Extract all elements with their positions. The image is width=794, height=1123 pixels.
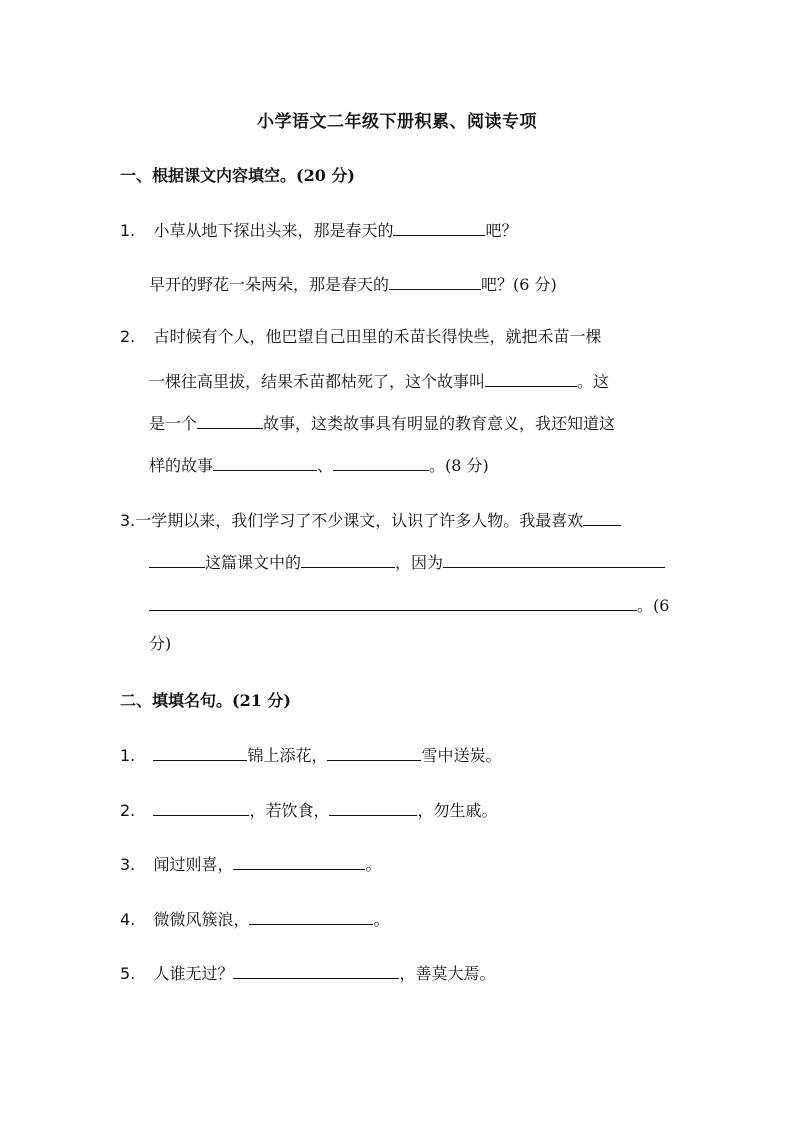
question-text: 。 — [365, 855, 382, 874]
question-text: ，因为 — [395, 553, 444, 572]
answer-blank[interactable] — [329, 798, 417, 816]
answer-blank[interactable] — [233, 961, 399, 979]
question-text: 是一个 — [149, 414, 198, 433]
question-text: 微微风簇浪， — [153, 910, 250, 929]
answer-blank[interactable] — [393, 218, 485, 236]
answer-blank[interactable] — [301, 550, 395, 568]
question-text: 锦上添花， — [247, 746, 328, 765]
question-number: 3. — [120, 511, 136, 530]
fill-item-1 — [120, 743, 501, 766]
question-text: 、 — [317, 456, 334, 475]
question-number: 2. — [120, 801, 136, 820]
fill-item-3 — [120, 852, 381, 875]
answer-blank[interactable] — [197, 411, 263, 429]
question-text: ，善莫大焉。 — [399, 964, 496, 983]
question-text: 吧？(6 分) — [481, 275, 557, 294]
question-text: 早开的野花一朵两朵，那是春天的 — [149, 275, 390, 294]
question-text: 。 — [373, 910, 390, 929]
fill-item-2 — [120, 798, 497, 821]
answer-blank[interactable] — [389, 272, 481, 290]
question-1-line-2 — [149, 272, 557, 295]
question-1-line-1 — [120, 218, 517, 241]
section-2-heading: 二、填填名句。(21 分) — [120, 691, 291, 710]
question-text: 故事，这类故事具有明显的教育意义，我还知道这 — [263, 414, 616, 433]
question-text: 古时候有个人，他巴望自己田里的禾苗长得快些，就把禾苗一棵 — [153, 327, 602, 346]
question-number: 2. — [120, 327, 136, 346]
answer-blank[interactable] — [233, 852, 365, 870]
question-text: 一棵往高里拔，结果禾苗都枯死了，这个故事叫 — [149, 372, 486, 391]
question-text: 吧？ — [485, 221, 518, 240]
question-number: 1. — [120, 746, 136, 765]
question-2-line-3 — [149, 411, 615, 434]
answer-blank[interactable] — [333, 453, 429, 471]
question-3-line-2 — [149, 550, 665, 573]
question-3-line-1 — [120, 508, 621, 531]
answer-blank[interactable] — [443, 550, 665, 568]
question-text: 人谁无过？ — [153, 964, 234, 983]
question-2-line-2 — [149, 369, 609, 392]
question-2-line-4 — [149, 453, 489, 476]
answer-blank[interactable] — [485, 369, 577, 387]
answer-blank[interactable] — [153, 743, 247, 761]
answer-blank[interactable] — [583, 508, 621, 526]
question-2-line-1 — [120, 327, 601, 347]
question-text: ，若饮食， — [249, 801, 330, 820]
question-number: 4. — [120, 910, 136, 929]
answer-blank[interactable] — [149, 593, 637, 611]
fill-item-5 — [120, 961, 495, 984]
question-3-line-4 — [149, 634, 171, 654]
fill-item-4 — [120, 907, 389, 930]
question-number: 5. — [120, 964, 136, 983]
answer-blank[interactable] — [213, 453, 317, 471]
question-text: 这篇课文中的 — [205, 553, 302, 572]
question-text: 。(8 分) — [429, 456, 489, 475]
answer-blank[interactable] — [249, 907, 373, 925]
question-text: 一学期以来，我们学习了不少课文，认识了许多人物。我最喜欢 — [135, 511, 584, 530]
question-text: ，勿生戚。 — [417, 801, 498, 820]
question-text: 小草从地下探出头来，那是春天的 — [153, 221, 394, 240]
answer-blank[interactable] — [153, 798, 249, 816]
page-title: 小学语文二年级下册积累、阅读专项 — [257, 112, 537, 132]
question-3-line-3 — [149, 593, 669, 616]
question-text: 样的故事 — [149, 456, 214, 475]
question-text: 。(6 — [637, 596, 670, 615]
question-number: 3. — [120, 855, 136, 874]
question-text: 分) — [149, 634, 172, 653]
answer-blank[interactable] — [149, 550, 205, 568]
question-text: 。这 — [577, 372, 610, 391]
answer-blank[interactable] — [327, 743, 421, 761]
question-text: 雪中送炭。 — [421, 746, 502, 765]
section-1-heading: 一、根据课文内容填空。(20 分) — [120, 166, 355, 185]
question-text: 闻过则喜， — [153, 855, 234, 874]
question-number: 1. — [120, 221, 136, 240]
